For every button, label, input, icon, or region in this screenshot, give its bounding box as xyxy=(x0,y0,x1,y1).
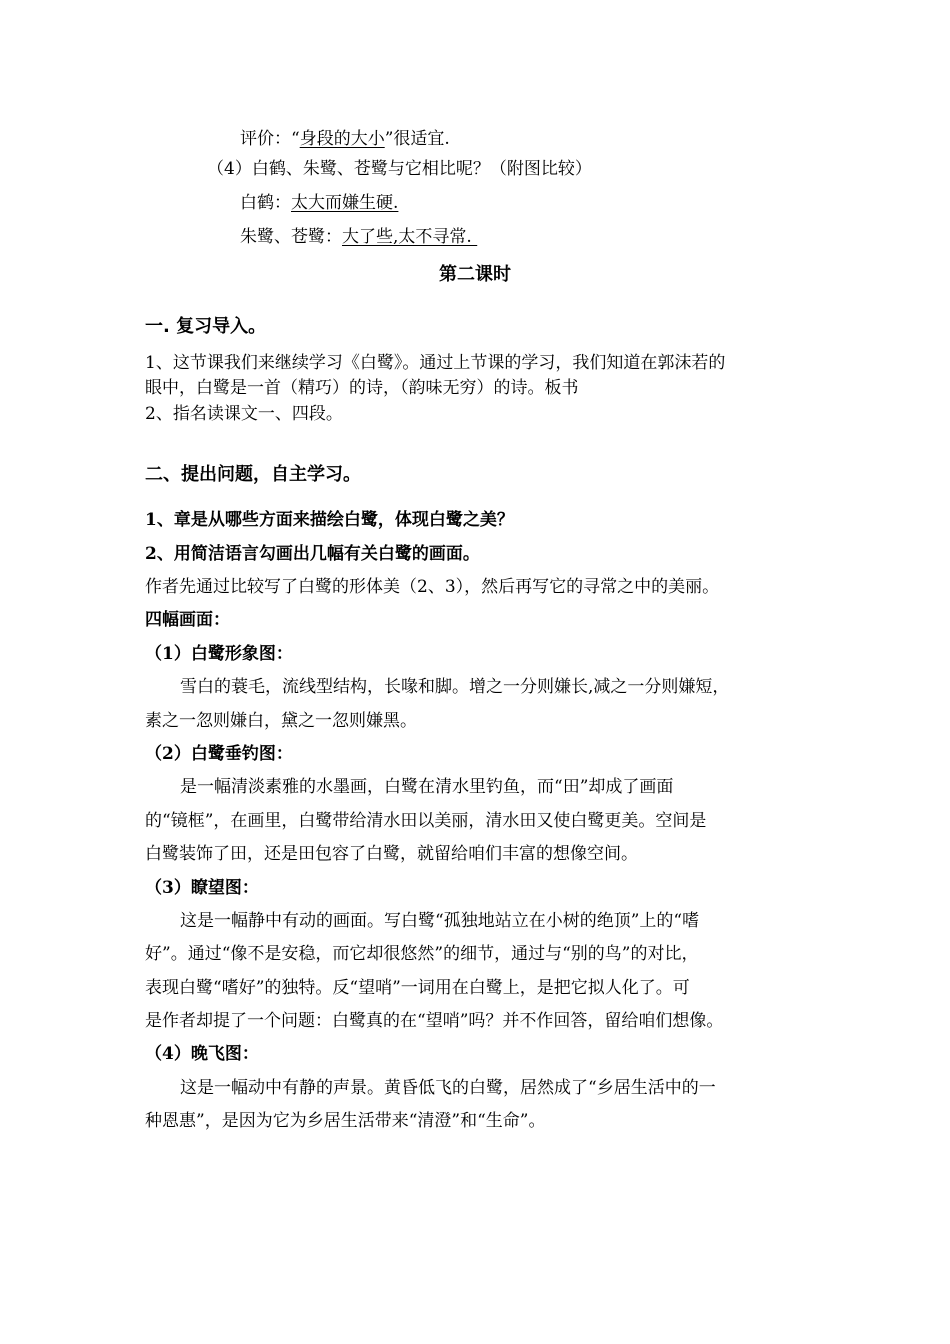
evaluation-prefix: 评价：“ xyxy=(240,129,300,149)
section-1-para-2: 2、指名读课文一、四段。 xyxy=(145,404,343,424)
picture-1-line-1: 雪白的蓑毛，流线型结构，长喙和脚。增之一分则嫌长,减之一分则嫌短， xyxy=(180,677,730,697)
picture-4-line-1: 这是一幅动中有静的声景。黄昏低飞的白鹭，居然成了“乡居生活中的一 xyxy=(180,1078,716,1098)
picture-3-line-4: 是作者却提了一个问题：白鹭真的在“望哨”吗？并不作回答，留给咱们想像。 xyxy=(145,1011,724,1031)
evaluation-underlined: 身段的大小 xyxy=(299,129,385,149)
picture-1-title: （1）白鹭形象图： xyxy=(145,644,293,664)
picture-3-line-2: 好”。通过“像不是安稳，而它却很悠然”的细节，通过与“别的鸟”的对比， xyxy=(145,944,699,964)
picture-2-title: （2）白鹭垂钓图： xyxy=(145,744,293,764)
evaluation-suffix: ”很适宜. xyxy=(384,129,450,149)
picture-4-title: （4）晚飞图： xyxy=(145,1044,259,1064)
picture-1-line-2: 素之一忽则嫌白，黛之一忽则嫌黑。 xyxy=(145,711,417,731)
picture-2-line-2: 的“镜框”，在画里，白鹭带给清水田以美丽，清水田又使白鹭更美。空间是 xyxy=(145,811,707,831)
picture-3-title: （3）瞭望图： xyxy=(145,878,259,898)
picture-4-line-2: 种恩惠”，是因为它为乡居生活带来“清澄”和“生命”。 xyxy=(145,1111,546,1131)
crane-underlined: 太大而嫌生硬. xyxy=(291,193,399,213)
four-pictures-label: 四幅画面： xyxy=(145,610,230,630)
ibis-label: 朱鹭、苍鹭： xyxy=(240,227,342,247)
lesson-title: 第二课时 xyxy=(439,264,511,285)
section-2-question-2: 2、用简洁语言勾画出几幅有关白鹭的画面。 xyxy=(145,544,480,564)
picture-2-line-3: 白鹭装饰了田，还是田包容了白鹭，就留给咱们丰富的想像空间。 xyxy=(145,844,638,864)
section-1-para-1-line-2: 眼中，白鹭是一首（精巧）的诗，（韵味无穷）的诗。板书 xyxy=(145,378,579,398)
section-2-question-1: 1、章是从哪些方面来描绘白鹭，体现白鹭之美？ xyxy=(145,510,514,530)
ibis-line xyxy=(240,226,477,248)
picture-2-line-1: 是一幅清淡素雅的水墨画，白鹭在清水里钓鱼，而“田”却成了画面 xyxy=(180,777,674,797)
section-1-para-1-line-1: 1、这节课我们来继续学习《白鹭》。通过上节课的学习，我们知道在郭沫若的 xyxy=(145,353,726,373)
question-4: （4）白鹤、朱鹭、苍鹭与它相比呢？（附图比较） xyxy=(207,159,592,179)
crane-line xyxy=(240,192,398,214)
crane-label: 白鹤： xyxy=(240,193,291,213)
section-2-heading: 二、提出问题，自主学习。 xyxy=(145,464,361,485)
section-2-intro: 作者先通过比较写了白鹭的形体美（2、3），然后再写它的寻常之中的美丽。 xyxy=(145,577,720,597)
picture-3-line-3: 表现白鹭“嗜好”的独特。反“望哨”一词用在白鹭上，是把它拟人化了。可 xyxy=(145,978,690,998)
section-1-heading: 一. 复习导入。 xyxy=(145,316,267,337)
picture-3-line-1: 这是一幅静中有动的画面。写白鹭“孤独地站立在小树的绝顶”上的“嗜 xyxy=(180,911,700,931)
ibis-underlined: 大了些,太不寻常. xyxy=(342,227,478,247)
evaluation-line xyxy=(240,128,450,150)
